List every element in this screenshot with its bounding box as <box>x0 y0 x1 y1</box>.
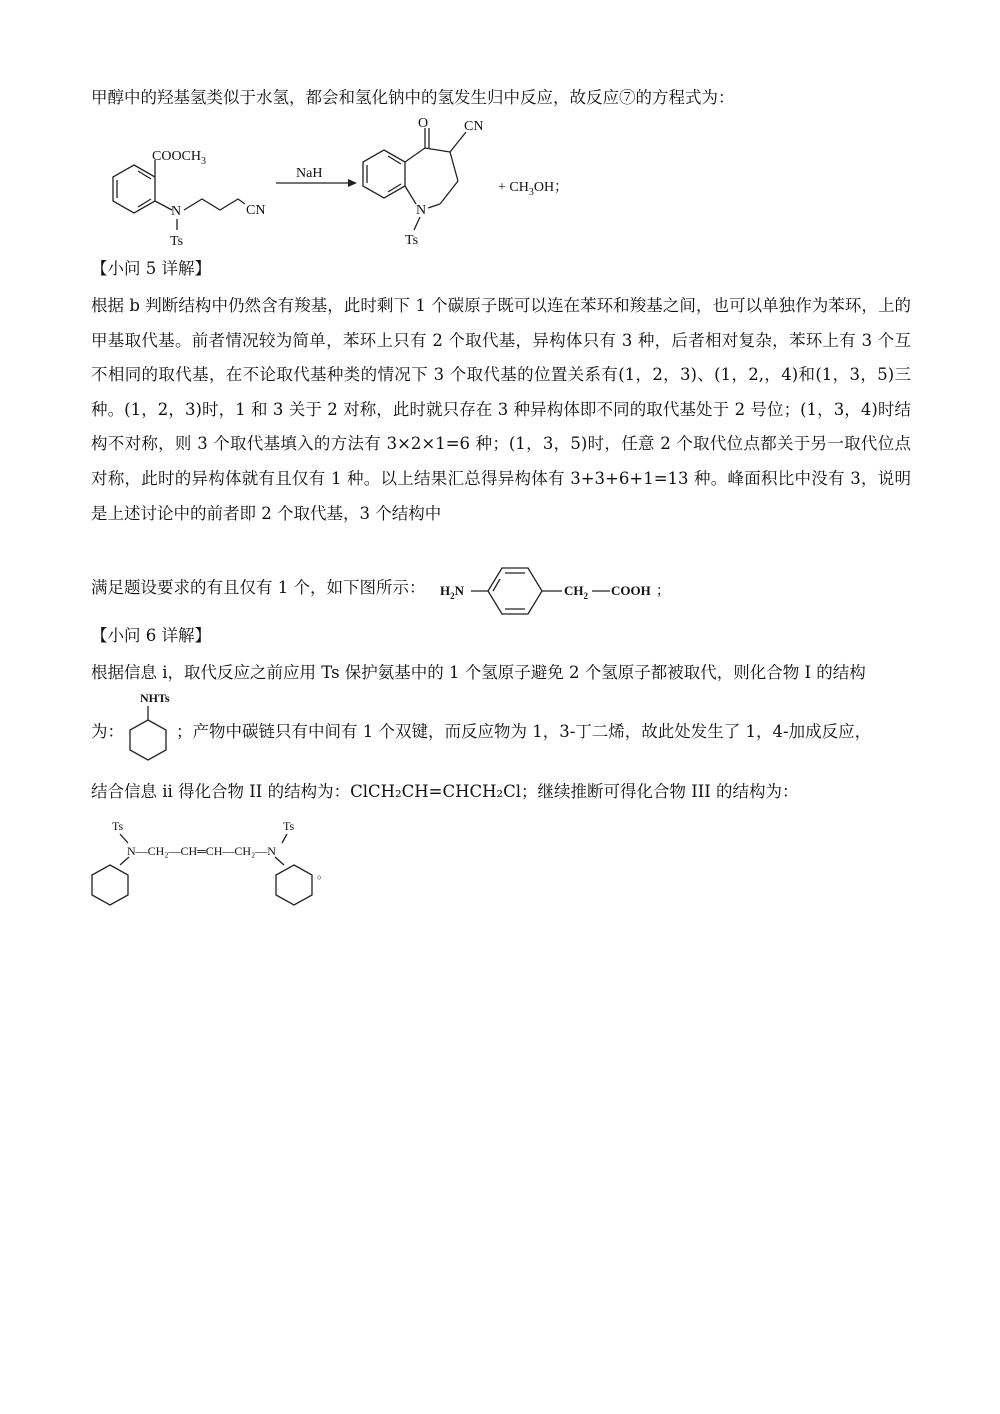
reactant-ts-label: Ts <box>170 234 184 249</box>
answer-h2n-label: $H_2N$ <box>440 583 465 601</box>
byproduct-label: + $CH_3OH$； <box>498 180 569 198</box>
q6-line2-prefix: 为： <box>91 722 124 741</box>
reactant-n-label: N <box>171 204 182 219</box>
reactant-cn-label: CN <box>246 203 266 218</box>
compound-iii-structure <box>88 815 338 910</box>
intro-text: 甲醇中的羟基氢类似于水氢，都会和氢化钠中的氢发生归中反应，故反应⑦的方程式为： <box>91 88 735 107</box>
q6-heading: 【小问 6 详解】 <box>91 626 211 645</box>
answer-suffix: ； <box>656 584 670 599</box>
q5-answer-structure <box>440 555 670 615</box>
reaction-scheme <box>0 0 1000 260</box>
reactant-benzene-ring <box>113 165 155 213</box>
answer-ch2-label: $CH_2$ <box>564 583 588 601</box>
product-n-label: N <box>416 203 427 218</box>
q5-paragraph: 根据 b 判断结构中仍然含有羧基，此时剩下 1 个碳原子既可以连在苯环和羧基之间，也可以单独作为苯环，上的甲基取代基。前者情况较为简单，苯环上只有 2 个取代基，异构体只有 3 种，后者相对复杂，苯环上有 3 个互不相同的取代基，在不论取代基种类的情况下 3 个取代基的位置关系有(1，2，3)、(1，2,，4)和(1，3，5)三种。(1，2，3)时，1 和 3 关于 2 对称，此时就只存在 3 种异构体即不同的取代基处于 2 号位；(1，3，4)时结构不对称，则 3 个取代基填入的方法有 3×2×1=6 种；(1，3，5)时，任意 2 个取代位点都关于另一取代位点对称，此时的异构体就有且仅有 1 种。以上结果汇总得异构体有 3+3+6+1=13 种。峰面积比中没有 3，说明是上述讨论中的前者即 2 个取代基，3 个结构中 <box>91 296 911 523</box>
q6-line1: 根据信息 i，取代反应之前应用 Ts 保护氨基中的 1 个氢原子避免 2 个氢原子都被取代，则化合物 I 的结构 <box>91 663 866 682</box>
final-period: 。 <box>317 867 330 881</box>
reagent-label: NaH <box>296 166 323 181</box>
q5-heading: 【小问 5 详解】 <box>91 259 211 278</box>
reactant-ester-label: $COOCH_3$ <box>152 149 207 167</box>
final-ts-left: Ts <box>112 819 124 833</box>
nhts-label: NHTs <box>140 691 170 705</box>
product-cn-label: CN <box>464 119 484 134</box>
product-ts-label: Ts <box>405 233 419 248</box>
product-o-label: O <box>418 116 429 131</box>
product-benzene-ring <box>363 150 405 198</box>
final-chain: N—CH₂—CH═CH—CH₂—N <box>127 844 276 858</box>
compound-i-structure <box>122 688 182 768</box>
q6-line2-suffix: ；产物中碳链只有中间有 1 个双键，而反应物为 1，3-丁二烯，故此处发生了 1，4-加成反应， <box>176 722 872 741</box>
final-ts-right: Ts <box>283 819 295 833</box>
answer-cooh-label: COOH <box>611 583 651 598</box>
q6-line3: 结合信息 ii 得化合物 II 的结构为：ClCH₂CH=CHCH₂Cl；继续推断可得化合物 III 的结构为： <box>91 782 799 801</box>
q5-answer-prefix: 满足题设要求的有且仅有 1 个，如下图所示： <box>91 578 426 597</box>
